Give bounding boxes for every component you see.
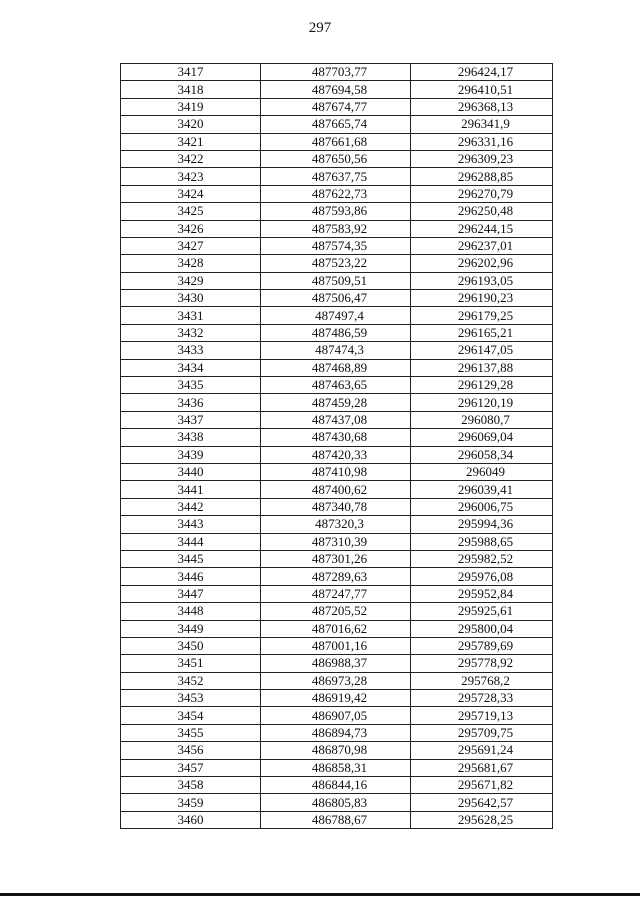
x-coordinate-cell: 487583,92 — [261, 220, 411, 237]
point-number-cell: 3439 — [121, 446, 261, 463]
y-coordinate-cell: 296120,19 — [411, 394, 553, 411]
coordinates-table-body — [121, 64, 553, 829]
table-row — [121, 655, 553, 672]
y-coordinate-cell: 296049 — [411, 463, 553, 480]
table-row — [121, 498, 553, 515]
x-coordinate-cell: 486894,73 — [261, 724, 411, 741]
coordinates-table — [120, 63, 553, 829]
table-row — [121, 98, 553, 115]
table-row — [121, 620, 553, 637]
x-coordinate-cell: 487289,63 — [261, 568, 411, 585]
y-coordinate-cell: 296058,34 — [411, 446, 553, 463]
table-row — [121, 272, 553, 289]
point-number-cell: 3443 — [121, 516, 261, 533]
point-number-cell: 3430 — [121, 290, 261, 307]
table-row — [121, 568, 553, 585]
y-coordinate-cell: 296147,05 — [411, 342, 553, 359]
y-coordinate-cell: 296424,17 — [411, 64, 553, 81]
point-number-cell: 3436 — [121, 394, 261, 411]
point-number-cell: 3455 — [121, 724, 261, 741]
y-coordinate-cell: 296288,85 — [411, 168, 553, 185]
point-number-cell: 3426 — [121, 220, 261, 237]
table-row — [121, 237, 553, 254]
point-number-cell: 3429 — [121, 272, 261, 289]
x-coordinate-cell: 487665,74 — [261, 116, 411, 133]
x-coordinate-cell: 486858,31 — [261, 759, 411, 776]
point-number-cell: 3420 — [121, 116, 261, 133]
x-coordinate-cell: 486907,05 — [261, 707, 411, 724]
x-coordinate-cell: 487694,58 — [261, 81, 411, 98]
x-coordinate-cell: 487509,51 — [261, 272, 411, 289]
y-coordinate-cell: 296165,21 — [411, 324, 553, 341]
point-number-cell: 3438 — [121, 429, 261, 446]
y-coordinate-cell: 296080,7 — [411, 411, 553, 428]
x-coordinate-cell: 487468,89 — [261, 359, 411, 376]
table-row — [121, 394, 553, 411]
y-coordinate-cell: 296244,15 — [411, 220, 553, 237]
table-row — [121, 203, 553, 220]
point-number-cell: 3454 — [121, 707, 261, 724]
point-number-cell: 3433 — [121, 342, 261, 359]
x-coordinate-cell: 487301,26 — [261, 550, 411, 567]
x-coordinate-cell: 487622,73 — [261, 185, 411, 202]
table-row — [121, 550, 553, 567]
y-coordinate-cell: 295800,04 — [411, 620, 553, 637]
y-coordinate-cell: 296179,25 — [411, 307, 553, 324]
table-row — [121, 811, 553, 828]
table-row — [121, 133, 553, 150]
table-row — [121, 255, 553, 272]
point-number-cell: 3452 — [121, 672, 261, 689]
x-coordinate-cell: 487703,77 — [261, 64, 411, 81]
page-bottom-border — [0, 893, 640, 896]
point-number-cell: 3422 — [121, 150, 261, 167]
point-number-cell: 3445 — [121, 550, 261, 567]
x-coordinate-cell: 486788,67 — [261, 811, 411, 828]
table-row — [121, 150, 553, 167]
x-coordinate-cell: 487001,16 — [261, 637, 411, 654]
x-coordinate-cell: 487320,3 — [261, 516, 411, 533]
x-coordinate-cell: 487310,39 — [261, 533, 411, 550]
point-number-cell: 3418 — [121, 81, 261, 98]
table-row — [121, 707, 553, 724]
table-row — [121, 168, 553, 185]
table-row — [121, 377, 553, 394]
point-number-cell: 3457 — [121, 759, 261, 776]
point-number-cell: 3421 — [121, 133, 261, 150]
x-coordinate-cell: 486844,16 — [261, 777, 411, 794]
table-row — [121, 324, 553, 341]
y-coordinate-cell: 296270,79 — [411, 185, 553, 202]
y-coordinate-cell: 295642,57 — [411, 794, 553, 811]
point-number-cell: 3448 — [121, 603, 261, 620]
table-row — [121, 463, 553, 480]
x-coordinate-cell: 486870,98 — [261, 742, 411, 759]
x-coordinate-cell: 487486,59 — [261, 324, 411, 341]
x-coordinate-cell: 487430,68 — [261, 429, 411, 446]
point-number-cell: 3453 — [121, 690, 261, 707]
point-number-cell: 3423 — [121, 168, 261, 185]
point-number-cell: 3419 — [121, 98, 261, 115]
y-coordinate-cell: 295709,75 — [411, 724, 553, 741]
table-row — [121, 429, 553, 446]
x-coordinate-cell: 487205,52 — [261, 603, 411, 620]
y-coordinate-cell: 295994,36 — [411, 516, 553, 533]
x-coordinate-cell: 487474,3 — [261, 342, 411, 359]
x-coordinate-cell: 487650,56 — [261, 150, 411, 167]
x-coordinate-cell: 487497,4 — [261, 307, 411, 324]
point-number-cell: 3428 — [121, 255, 261, 272]
point-number-cell: 3449 — [121, 620, 261, 637]
y-coordinate-cell: 296250,48 — [411, 203, 553, 220]
point-number-cell: 3442 — [121, 498, 261, 515]
point-number-cell: 3437 — [121, 411, 261, 428]
table-row — [121, 724, 553, 741]
y-coordinate-cell: 296331,16 — [411, 133, 553, 150]
point-number-cell: 3451 — [121, 655, 261, 672]
x-coordinate-cell: 487459,28 — [261, 394, 411, 411]
y-coordinate-cell: 295671,82 — [411, 777, 553, 794]
x-coordinate-cell: 487400,62 — [261, 481, 411, 498]
y-coordinate-cell: 295681,67 — [411, 759, 553, 776]
table-row — [121, 359, 553, 376]
y-coordinate-cell: 296129,28 — [411, 377, 553, 394]
point-number-cell: 3435 — [121, 377, 261, 394]
table-row — [121, 794, 553, 811]
point-number-cell: 3444 — [121, 533, 261, 550]
y-coordinate-cell: 295778,92 — [411, 655, 553, 672]
point-number-cell: 3446 — [121, 568, 261, 585]
table-row — [121, 533, 553, 550]
table-row — [121, 759, 553, 776]
y-coordinate-cell: 296190,23 — [411, 290, 553, 307]
y-coordinate-cell: 296202,96 — [411, 255, 553, 272]
x-coordinate-cell: 487437,08 — [261, 411, 411, 428]
point-number-cell: 3460 — [121, 811, 261, 828]
y-coordinate-cell: 296069,04 — [411, 429, 553, 446]
y-coordinate-cell: 295628,25 — [411, 811, 553, 828]
y-coordinate-cell: 295925,61 — [411, 603, 553, 620]
y-coordinate-cell: 296368,13 — [411, 98, 553, 115]
y-coordinate-cell: 296237,01 — [411, 237, 553, 254]
table-row — [121, 637, 553, 654]
y-coordinate-cell: 295789,69 — [411, 637, 553, 654]
y-coordinate-cell: 296039,41 — [411, 481, 553, 498]
x-coordinate-cell: 487420,33 — [261, 446, 411, 463]
table-row — [121, 116, 553, 133]
y-coordinate-cell: 295952,84 — [411, 585, 553, 602]
y-coordinate-cell: 296410,51 — [411, 81, 553, 98]
x-coordinate-cell: 487661,68 — [261, 133, 411, 150]
x-coordinate-cell: 487523,22 — [261, 255, 411, 272]
table-row — [121, 64, 553, 81]
x-coordinate-cell: 487593,86 — [261, 203, 411, 220]
point-number-cell: 3458 — [121, 777, 261, 794]
table-row — [121, 690, 553, 707]
y-coordinate-cell: 295691,24 — [411, 742, 553, 759]
x-coordinate-cell: 487506,47 — [261, 290, 411, 307]
table-row — [121, 185, 553, 202]
table-row — [121, 446, 553, 463]
point-number-cell: 3417 — [121, 64, 261, 81]
y-coordinate-cell: 296137,88 — [411, 359, 553, 376]
x-coordinate-cell: 487637,75 — [261, 168, 411, 185]
y-coordinate-cell: 295728,33 — [411, 690, 553, 707]
point-number-cell: 3447 — [121, 585, 261, 602]
point-number-cell: 3431 — [121, 307, 261, 324]
y-coordinate-cell: 295976,08 — [411, 568, 553, 585]
point-number-cell: 3425 — [121, 203, 261, 220]
x-coordinate-cell: 486919,42 — [261, 690, 411, 707]
x-coordinate-cell: 487016,62 — [261, 620, 411, 637]
y-coordinate-cell: 296341,9 — [411, 116, 553, 133]
y-coordinate-cell: 295768,2 — [411, 672, 553, 689]
point-number-cell: 3432 — [121, 324, 261, 341]
table-row — [121, 481, 553, 498]
point-number-cell: 3441 — [121, 481, 261, 498]
x-coordinate-cell: 486805,83 — [261, 794, 411, 811]
x-coordinate-cell: 487340,78 — [261, 498, 411, 515]
point-number-cell: 3427 — [121, 237, 261, 254]
y-coordinate-cell: 296006,75 — [411, 498, 553, 515]
y-coordinate-cell: 295988,65 — [411, 533, 553, 550]
x-coordinate-cell: 486988,37 — [261, 655, 411, 672]
y-coordinate-cell: 296309,23 — [411, 150, 553, 167]
x-coordinate-cell: 486973,28 — [261, 672, 411, 689]
point-number-cell: 3459 — [121, 794, 261, 811]
point-number-cell: 3434 — [121, 359, 261, 376]
table-row — [121, 742, 553, 759]
table-row — [121, 777, 553, 794]
page-number: 297 — [308, 20, 332, 36]
table-row — [121, 81, 553, 98]
table-row — [121, 585, 553, 602]
x-coordinate-cell: 487247,77 — [261, 585, 411, 602]
y-coordinate-cell: 295982,52 — [411, 550, 553, 567]
point-number-cell: 3440 — [121, 463, 261, 480]
x-coordinate-cell: 487463,65 — [261, 377, 411, 394]
point-number-cell: 3456 — [121, 742, 261, 759]
table-row — [121, 342, 553, 359]
point-number-cell: 3424 — [121, 185, 261, 202]
table-row — [121, 516, 553, 533]
y-coordinate-cell: 296193,05 — [411, 272, 553, 289]
table-row — [121, 290, 553, 307]
table-row — [121, 307, 553, 324]
table-row — [121, 672, 553, 689]
x-coordinate-cell: 487574,35 — [261, 237, 411, 254]
x-coordinate-cell: 487674,77 — [261, 98, 411, 115]
table-row — [121, 603, 553, 620]
x-coordinate-cell: 487410,98 — [261, 463, 411, 480]
table-row — [121, 411, 553, 428]
table-row — [121, 220, 553, 237]
point-number-cell: 3450 — [121, 637, 261, 654]
y-coordinate-cell: 295719,13 — [411, 707, 553, 724]
